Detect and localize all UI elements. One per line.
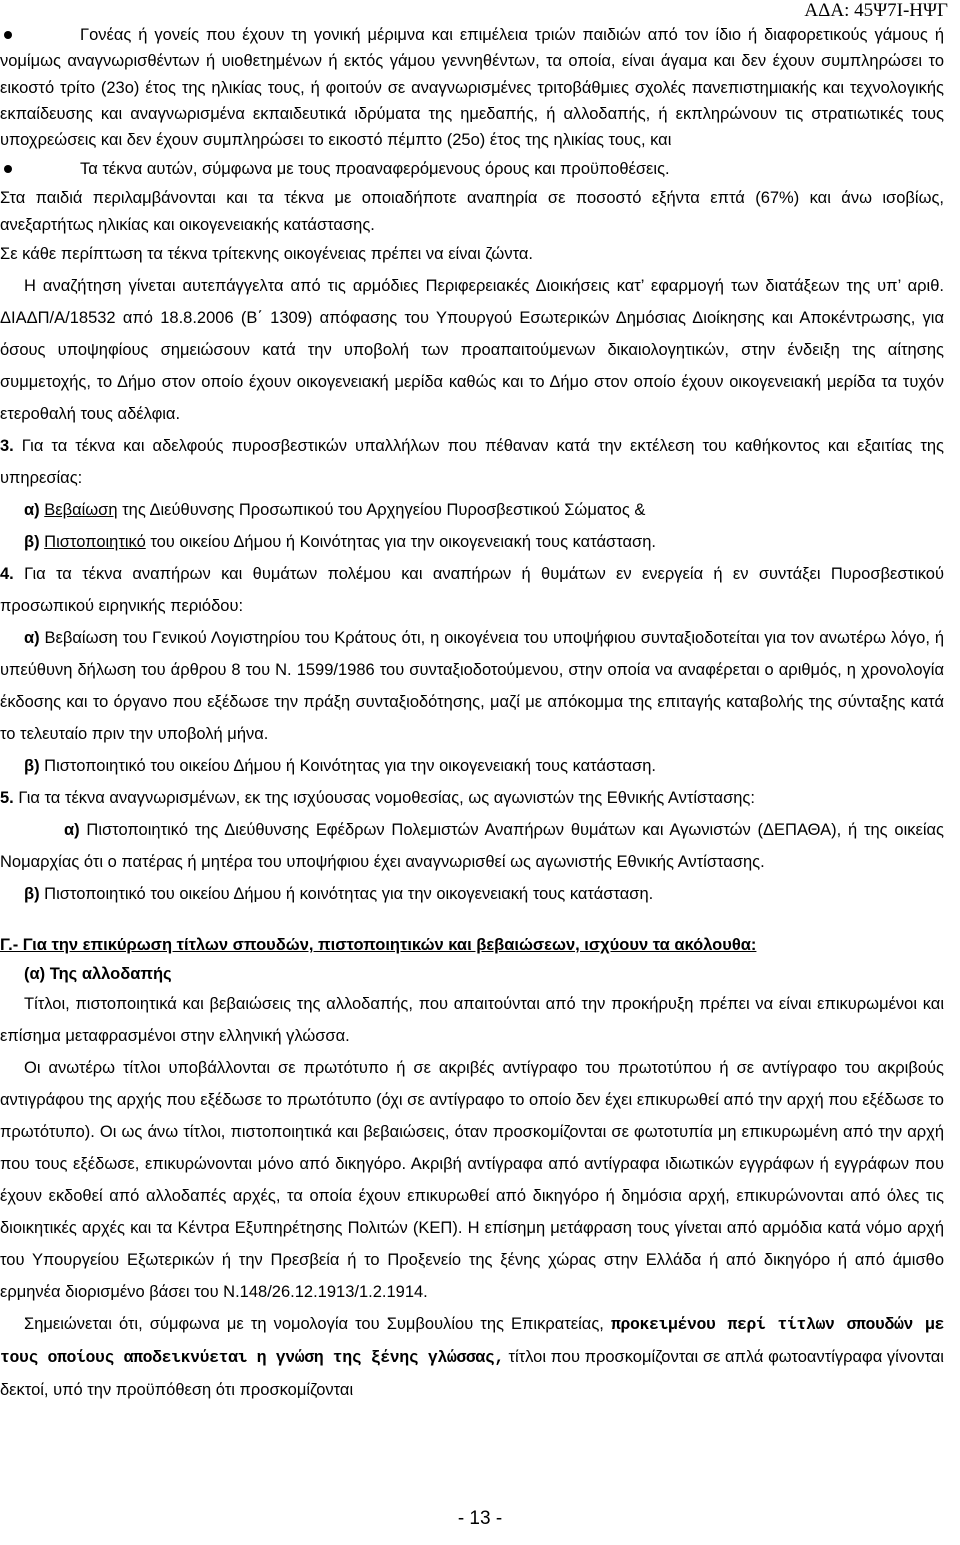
ada-code: ΑΔΑ: 45Ψ7Ι-ΗΨΓ	[804, 0, 948, 21]
section-5-item-a	[0, 814, 944, 878]
item-b-text: Πιστοποιητικό του οικείου Δήμου ή Κοινότητας για την οικογενειακή τους κατάσταση.	[39, 757, 656, 776]
paragraph-3-bold: προκειμένου περί τίτλων σπουδών με τους οποίους αποδεικνύεται η γνώση της ξένης γλώσσας,	[0, 1315, 945, 1368]
section-g-subheading: (α) Της αλλοδαπής	[24, 965, 172, 984]
bullet-parents-text: Γονέας ή γονείς που έχουν τη γονική μέριμνα και επιμέλεια τριών παιδιών από τον ίδιο ή διαφορετικούς γάμους ή νομίμως αναγνωρισθέντων ή υιοθετημένων ή εκτός γάμου γεννηθέντων, τα οποία, είναι άγαμα και δεν έχουν συμπληρώσει το εικοστό τρίτο (23ο) έτος της ηλικίας τους, ή φοιτούν σε αναγνωρισμένες τριτοβάθμιες σχολές πανεπιστημιακής και τεχνολογικής εκπαίδευσης και αναγνωρισμένα εκπαιδευτικά ιδρύματα της ημεδαπής, ή αλλοδαπής, ή εκπληρώνουν τις στρατιωτικές τους υποχρεώσεις και δεν έχουν συμπληρώσει το εικοστό πέμπτο (25ο) έτος της ηλικίας τους, και	[0, 26, 944, 150]
section-3-number: 3.	[0, 437, 14, 456]
bullet-children	[0, 153, 944, 185]
section-g-paragraph-3	[0, 1308, 944, 1406]
section-3-text: Για τα τέκνα και αδελφούς πυροσβεστικών υπαλλήλων που πέθαναν κατά την εκτέλεση του καθήκοντος και εξαιτίας της υπηρεσίας:	[0, 437, 944, 488]
item-a-text: της Διεύθυνσης Προσωπικού του Αρχηγείου Πυροσβεστικού Σώματος &	[117, 501, 646, 520]
section-3-item-b	[0, 526, 944, 558]
item-b-label: β)	[24, 757, 40, 776]
section-5-item-b	[0, 878, 944, 910]
item-a-label: α)	[24, 501, 40, 520]
item-a-underlined: Βεβαίωση	[44, 501, 118, 520]
section-4-number: 4.	[0, 565, 14, 584]
item-a-text: Πιστοποιητικό της Διεύθυνσης Εφέδρων Πολεμιστών Αναπήρων θυμάτων και Αγωνιστών (ΔΕΠΑΘΑ), ή της οικείας Νομαρχίας ότι ο πατέρας ή μητέρα του υποψήφιου έχει αναγνωρισθεί ως αγωνιστής Εθνικής Αντίστασης.	[0, 821, 944, 872]
item-a-label: α)	[24, 629, 40, 648]
section-5-number: 5.	[0, 789, 14, 808]
section-4-item-a	[0, 622, 944, 750]
paragraph-3-end: τίτλοι που προσκομίζονται σε απλά φωτοαντίγραφα γίνονται δεκτοί, υπό την προϋπόθεση ότι προσκομίζονται	[0, 1348, 944, 1400]
bullet-parents	[0, 22, 944, 153]
bullet-children-text: Τα τέκνα αυτών, σύμφωνα με τους προαναφερόμενους όρους και προϋποθέσεις.	[80, 160, 670, 179]
section-g-heading: Γ.- Για την επικύρωση τίτλων σπουδών, πιστοποιητικών και βεβαιώσεων, ισχύουν τα ακόλουθα:	[0, 936, 757, 955]
bullet-dot-icon	[4, 165, 12, 173]
section-g-paragraph-2: Οι ανωτέρω τίτλοι υποβάλλονται σε πρωτότυπο ή σε ακριβές αντίγραφο του πρωτοτύπου ή σε αντίγραφο του ακριβούς αντιγράφου της αρχής που εξέδωσε το πρωτότυπο (όχι σε αντίγραφο το οποίο δεν έχει επικυρωθεί από την αρχή που εξέδωσε το πρωτότυπο). Οι ως άνω τίτλοι, πιστοποιητικά και βεβαιώσεις, όταν προσκομίζονται σε φωτοτυπία μη επικυρωμένη από την αρχή που τους εξέδωσε, επικυρώνονται μόνο από δικηγόρο. Ακριβή αντίγραφα από αντίγραφα ιδιωτικών εγγράφων ή εγγράφων που έχουν εκδοθεί από αλλοδαπές αρχές, τα οποία έχουν επικυρωθεί από δικηγόρο ή δημόσια αρχή, επικυρώνονται από όλες τις διοικητικές αρχές και τα Κέντρα Εξυπηρέτησης Πολιτών (ΚΕΠ). Η επίσημη μετάφραση τους γίνεται από αρμόδια κατά νόμο αρχή του Υπουργείου Εξωτερικών ή την Πρεσβεία ή το Προξενείο της ξένης χώρας στην Ελλάδα ή από δικηγόρο ή από άμισθο ερμηνέα διορισμένο βάσει του Ν.148/26.12.1913/1.2.1914.	[0, 1059, 944, 1302]
section-3	[0, 430, 944, 494]
paragraph-disabled-children: Στα παιδιά περιλαμβάνονται και τα τέκνα με οποιαδήποτε αναπηρία σε ποσοστό εξήντα επτά (67%) και άνω ισοβίως, ανεξαρτήτως ηλικίας και οικογενειακής κατάστασης.	[0, 189, 944, 234]
item-a-label: α)	[64, 821, 80, 840]
section-5-text: Για τα τέκνα αναγνωρισμένων, εκ της ισχύουσας νομοθεσίας, ως αγωνιστών της Εθνικής Αντίστασης:	[13, 789, 755, 808]
item-b-text: Πιστοποιητικό του οικείου Δήμου ή κοινότητας για την οικογενειακή τους κατάσταση.	[39, 885, 654, 904]
paragraph-search: Η αναζήτηση γίνεται αυτεπάγγελτα από τις αρμόδιες Περιφερειακές Διοικήσεις κατ’ εφαρμογή των διατάξεων της υπ’ αριθ. ΔΙΑΔΠ/Α/18532 από 18.8.2006 (Β΄ 1309) απόφασης του Υπουργού Εσωτερικών Δημόσιας Διοίκησης και Αποκέντρωσης, για όσους υποψηφίους σημειώσουν κατά την υποβολή των προαπαιτούμενων δικαιολογητικών, στην ένδειξη της αίτησης συμμετοχής, το Δήμο στον οποίο έχουν οικογενειακή μερίδα καθώς και το Δήμο στον οποίο έχουν οικογενειακή μερίδα τα τυχόν ετεροθαλή τους αδέλφια.	[0, 277, 944, 424]
item-a-text: Βεβαίωση του Γενικού Λογιστηρίου του Κράτους ότι, η οικογένεια του υποψήφιου συνταξιοδοτείται για τον ανωτέρω λόγο, ή υπεύθυνη δήλωση του άρθρου 8 του Ν. 1599/1986 του συνταξιοδοτούμενου, στην οποία να αναφέρεται ο αριθμός, η χρονολογία έκδοσης και το όργανο που εξέδωσε την πράξη συνταξιοδότησης, μαζί με απόκομμα της επιταγής καταβολής της σύνταξης κατά το τελευταίο πριν την υποβολή μήνα.	[0, 629, 944, 744]
paragraph-alive: Σε κάθε περίπτωση τα τέκνα τρίτεκνης οικογένειας πρέπει να είναι ζώντα.	[0, 245, 533, 264]
document-body	[0, 22, 944, 1406]
bullet-dot-icon	[4, 31, 12, 39]
section-5	[0, 782, 944, 814]
item-b-underlined: Πιστοποιητικό	[44, 533, 146, 552]
item-b-label: β)	[24, 533, 40, 552]
section-3-item-a	[0, 494, 944, 526]
page-number: - 13 -	[457, 1508, 503, 1529]
section-4	[0, 558, 944, 622]
item-b-text: του οικείου Δήμου ή Κοινότητας για την οικογενειακή τους κατάσταση.	[145, 533, 656, 552]
paragraph-3-start: Σημειώνεται ότι, σύμφωνα με τη νομολογία του Συμβουλίου της Επικρατείας,	[24, 1315, 611, 1334]
section-4-item-b	[0, 750, 944, 782]
item-b-label: β)	[24, 885, 40, 904]
section-4-text: Για τα τέκνα αναπήρων και θυμάτων πολέμου και αναπήρων ή θυμάτων εν ενεργεία ή εν συντάξει Πυροσβεστικού προσωπικού ειρηνικής περιόδου:	[0, 565, 944, 616]
section-g-paragraph-1: Τίτλοι, πιστοποιητικά και βεβαιώσεις της αλλοδαπής, που απαιτούνται από την προκήρυξη πρέπει να είναι επικυρωμένοι και επίσημα μεταφρασμένοι στην ελληνική γλώσσα.	[0, 995, 944, 1046]
